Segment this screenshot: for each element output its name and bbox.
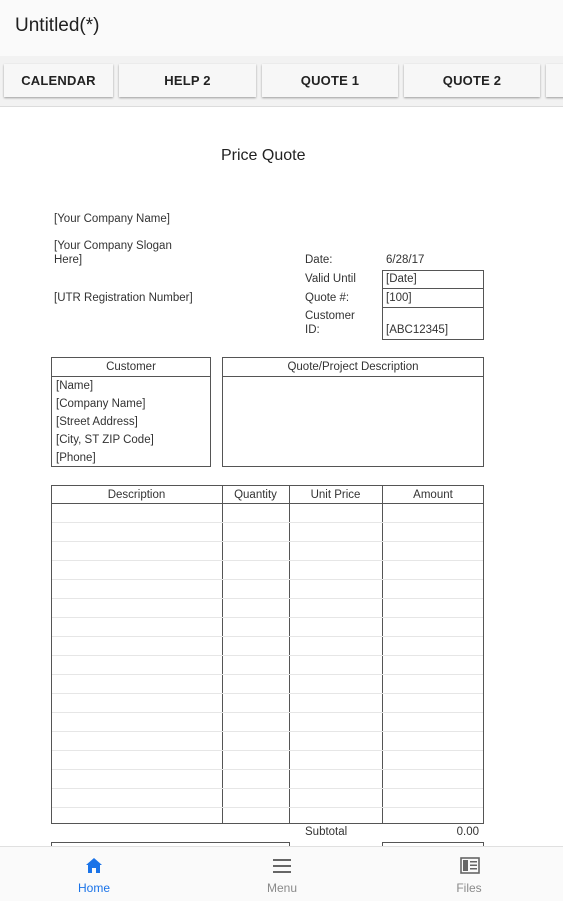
divider — [222, 376, 484, 377]
spreadsheet-view[interactable] — [0, 108, 563, 848]
table-row — [52, 674, 483, 675]
company-name: [Your Company Name] — [54, 213, 170, 225]
utr-number: [UTR Registration Number] — [54, 292, 193, 304]
divider — [382, 307, 484, 308]
table-row — [52, 598, 483, 599]
project-description-header: Quote/Project Description — [287, 361, 419, 373]
menu-icon — [273, 857, 291, 874]
valid-until-value: [Date] — [386, 273, 417, 285]
column-header-amount: Amount — [413, 489, 453, 501]
sheet-tab-bar — [0, 56, 563, 107]
quote-number-label: Quote #: — [305, 292, 350, 304]
tab-help-2[interactable]: HELP 2 — [119, 64, 256, 97]
nav-files[interactable] — [409, 847, 529, 901]
quote-number-value: [100] — [386, 292, 412, 304]
table-row — [52, 522, 483, 523]
customer-id-label-line2: ID: — [305, 324, 320, 336]
customer-header: Customer — [106, 361, 156, 373]
document-title: Untitled(*) — [15, 15, 100, 36]
customer-name: [Name] — [56, 380, 94, 392]
table-row — [52, 693, 483, 694]
table-row — [52, 655, 483, 656]
files-icon — [460, 857, 480, 874]
subtotal-value: 0.00 — [456, 826, 479, 838]
table-row — [52, 541, 483, 542]
tab-overflow[interactable] — [546, 64, 563, 97]
table-row — [52, 769, 483, 770]
tab-quote-1[interactable]: QUOTE 1 — [262, 64, 398, 97]
valid-until-label: Valid Until — [305, 273, 356, 285]
nav-home-label: Home — [77, 881, 110, 895]
table-row — [52, 617, 483, 618]
table-row — [52, 731, 483, 732]
divider — [51, 376, 211, 377]
date-label: Date: — [305, 254, 333, 266]
nav-home[interactable] — [34, 847, 154, 901]
table-row — [52, 560, 483, 561]
subtotal-label: Subtotal — [305, 826, 348, 838]
tab-calendar[interactable]: CALENDAR — [4, 64, 113, 97]
column-header-quantity: Quantity — [234, 489, 277, 501]
customer-id-label-line1: Customer — [305, 310, 355, 322]
customer-company: [Company Name] — [56, 398, 146, 410]
table-row — [52, 636, 483, 637]
divider — [382, 288, 484, 289]
column-header-description: Description — [107, 489, 166, 501]
table-row — [52, 579, 483, 580]
company-slogan-line1: [Your Company Slogan — [54, 240, 172, 252]
column-header-unit-price: Unit Price — [310, 489, 361, 501]
nav-files-label: Files — [456, 881, 482, 895]
date-value: 6/28/17 — [386, 254, 425, 266]
nav-menu-label: Menu — [266, 881, 298, 895]
nav-menu[interactable] — [222, 847, 342, 901]
title-bar — [0, 0, 563, 56]
page-title: Price Quote — [221, 147, 306, 164]
table-header-divider — [51, 503, 484, 504]
bottom-navigation — [0, 846, 563, 901]
table-row — [52, 807, 483, 808]
table-row — [52, 750, 483, 751]
customer-street: [Street Address] — [56, 416, 138, 428]
customer-id-value: [ABC12345] — [386, 324, 449, 336]
customer-phone: [Phone] — [56, 452, 96, 464]
table-row — [52, 712, 483, 713]
company-slogan-line2: Here] — [54, 254, 83, 266]
tab-quote-2[interactable]: QUOTE 2 — [404, 64, 540, 97]
customer-city: [City, ST ZIP Code] — [56, 434, 154, 446]
home-icon — [85, 857, 103, 874]
table-row — [52, 788, 483, 789]
